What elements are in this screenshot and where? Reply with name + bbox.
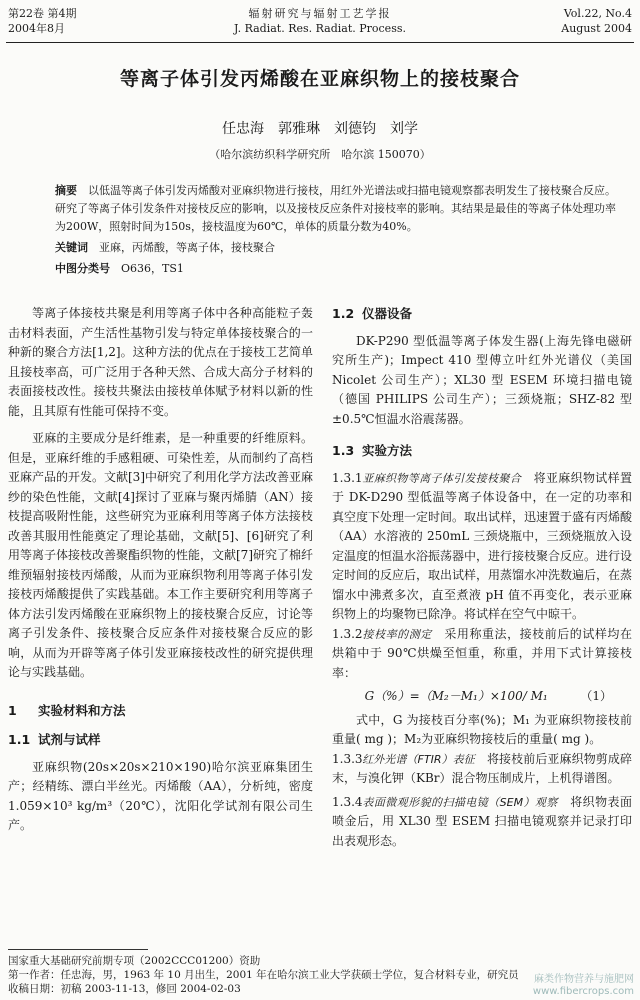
running-header: [8, 6, 632, 46]
site-watermark: [533, 974, 634, 998]
footnote-author: 第一作者：任忠海，男，1963 年 10 月出生，2001 年在哈尔滨工业大学获硕士学位，复合材料专业，研究员: [8, 969, 519, 981]
header-rule: [6, 42, 634, 43]
section-1-1-number: 1.1: [8, 732, 31, 747]
abstract-block: [55, 182, 620, 278]
volume-cn: 第22卷 第4期: [8, 7, 77, 20]
volume-en: Vol.22, No.4: [563, 7, 632, 20]
section-1-3-title: 实验方法: [362, 443, 413, 458]
keywords-label: 关键词: [55, 241, 88, 254]
method-1-3-3: [332, 750, 632, 789]
left-column: [8, 304, 313, 836]
issue-info-en: [492, 6, 632, 46]
footnote-rule: [8, 949, 148, 950]
materials-paragraph: 亚麻织物(20s×20s×210×190)哈尔滨亚麻集团生产；经精练、漂白半丝光。丙烯酸（AA），分析纯，密度 1.059×10³ kg/m³（20℃），沈阳化学试剂有限公司生产。: [8, 759, 313, 832]
affiliation: （哈尔滨纺织科学研究所 哈尔滨 150070）: [209, 148, 431, 161]
method-1-3-4: [332, 793, 632, 852]
subsection-1-3-4-title: 表面微观形貌的扫描电镜（SEM）观察: [362, 795, 558, 809]
grafting-rate-text: 采用称重法，接枝前后的试样均在烘箱中于 90℃烘燥至恒重，称重，并用下式计算接枝率：: [332, 626, 632, 680]
journal-name-cn: 辐射研究与辐射工艺学报: [248, 7, 392, 20]
subsection-1-3-3-title: 红外光谱（FTIR）表征: [362, 752, 475, 766]
intro-paragraph-2: 亚麻的主要成分是纤维素，是一种重要的纤维原料。但是，亚麻纤维的手感粗硬、可染性差，从而制约了高档亚麻产品的开发。文献[3]中研究了利用化学方法改善亚麻纱的染色性能，文献[4]探讨了亚麻与聚丙烯腈（AN）接枝提高吸附性能，这些研究为亚麻利用等离子体方法接枝改善其服用性能奠定了理论基础，文献[5]、[6]研究了利用等离子体接枝改善聚酯织物的性能，文献[7]研究了棉纤维预辐射接枝丙烯酸，从而为亚麻织物利用等离子体引发接枝丙烯酸提供了实践基础。本工作主要研究利用等离子体方法引发丙烯酸在亚麻织物上的接枝聚合反应，讨论等离子引发条件、接枝聚合反应条件对接枝聚合反应的影响，从而为开辟等离子体引发亚麻接枝改性的研究提供理论与实践基础。: [8, 431, 314, 679]
author-list: 任忠海 郭雅琳 刘德钧 刘学: [222, 121, 418, 137]
journal-name: [148, 6, 492, 46]
journal-name-en: J. Radiat. Res. Radiat. Process.: [234, 22, 406, 35]
abstract-text: 以低温等离子体引发丙烯酸对亚麻织物进行接枝，用红外光谱法或扫描电镜观察都表明发生了接枝聚合反应。研究了等离子体引发条件对接枝反应的影响，以及接枝反应条件对接枝率的影响。其结果是最佳的等离子体处理功率为200W，照射时间为150s，接枝温度为60℃，单体的质量分数为40%。: [55, 184, 616, 233]
watermark-line-2: www.fibercrops.com: [532, 986, 634, 997]
equation-1: [332, 687, 632, 707]
grafting-procedure-text: 将亚麻织物试样置于 DK-D290 型低温等离子体设备中，在一定的功率和真空度下处理一定时间。取出试样，迅速置于盛有丙烯酸（AA）水溶液的 250mL 三颈烧瓶中，三颈烧瓶放入设定温度的恒温水浴振荡器中，进行接枝聚合反应。进行设定时间的反应后，取出试样，用蒸馏水冲洗数遍后，在蒸馏水中沸煮多次，直至煮液 pH 值不再变化，表示亚麻织物上的均聚物已除净。将试样在空气中晾干。: [332, 470, 633, 621]
watermark-line-1: 麻类作物营养与施肥网: [534, 974, 634, 985]
abstract: [55, 182, 620, 236]
section-1-2-title: 仪器设备: [362, 306, 413, 321]
subsection-1-3-2-number: 1.3.2: [332, 626, 363, 641]
subsection-1-3-3-number: 1.3.3: [332, 751, 363, 766]
equation-1-number: （1）: [580, 689, 612, 703]
section-1-2-heading: [332, 304, 632, 324]
subsection-1-3-1-title: 亚麻织物等离子体引发接枝聚合: [362, 471, 522, 485]
method-1-3-2: [332, 625, 632, 684]
ftir-text: 将接枝前后亚麻织物剪成碎末，与溴化钾（KBr）混合物压制成片，上机得谱图。: [332, 751, 632, 785]
clc-label: 中图分类号: [55, 262, 110, 275]
section-1-3-heading: [332, 441, 632, 461]
subsection-1-3-1-number: 1.3.1: [332, 470, 363, 485]
subsection-1-3-4-number: 1.3.4: [332, 794, 363, 809]
abstract-label: 摘要: [55, 184, 77, 197]
section-1-title: 实验材料和方法: [38, 702, 126, 718]
clc-number: [55, 260, 620, 278]
keywords: [55, 239, 620, 257]
section-1-1-heading: [8, 730, 313, 750]
footnote-dates: 收稿日期：初稿 2003-11-13，修回 2004-02-03: [8, 983, 241, 995]
equation-explanation: 式中，G 为接枝百分率(%)；M₁ 为亚麻织物接枝前重量( mg )；M₂为亚麻织物接枝后的重量( mg )。: [332, 712, 632, 746]
footnote-funding: 国家重大基础研究前期专项（2002CCC01200）资助: [8, 955, 261, 967]
issue-info-cn: [8, 6, 148, 46]
intro-paragraph-1: 等离子体接枝共聚是利用等离子体中各种高能粒子轰击材料表面，产生活性基物引发与特定单体接枝聚合的一种新的聚合方法[1,2]。这种方法的优点在于接枝工艺简单且接枝率高，可广泛用于各种天然、合成大高分子材料的表面接枝改性。接枝共聚法由接枝单体赋予材料以新的性能，且其原有性能可保持不变。: [8, 306, 313, 418]
section-1-3-number: 1.3: [332, 443, 355, 458]
keywords-text: 亚麻，丙烯酸，等离子体，接枝聚合: [99, 241, 275, 254]
date-en: August 2004: [561, 22, 632, 35]
section-1-heading: [8, 701, 313, 721]
equation-1-body: G（%）=（M₂－M₁）×100/ M₁: [364, 689, 548, 703]
right-column: [332, 304, 632, 851]
method-1-3-1: [332, 469, 632, 625]
paper-title: 等离子体引发丙烯酸在亚麻织物上的接枝聚合: [119, 68, 520, 90]
sem-text: 将织物表面喷金后，用 XL30 型 ESEM 扫描电镜观察并记录打印出表观形态。: [332, 794, 632, 848]
date-cn: 2004年8月: [8, 22, 65, 35]
section-1-1-title: 试剂与试样: [38, 732, 101, 747]
subsection-1-3-2-title: 接枝率的测定: [362, 627, 432, 641]
clc-text: O636，TS1: [121, 262, 184, 275]
section-1-2-number: 1.2: [332, 306, 355, 321]
equipment-paragraph: DK-P290 型低温等离子体发生器(上海先锋电磁研究所生产)；Impect 410 型傅立叶红外光谱仪（美国 Nicolet 公司生产）；XL30 型 ESEM 环境扫描电镜（德国 PHILIPS 公司生产）；三颈烧瓶；SHZ-82 型±0.5℃恒温水浴震荡器。: [332, 333, 632, 426]
section-1-number: 1: [8, 702, 17, 718]
